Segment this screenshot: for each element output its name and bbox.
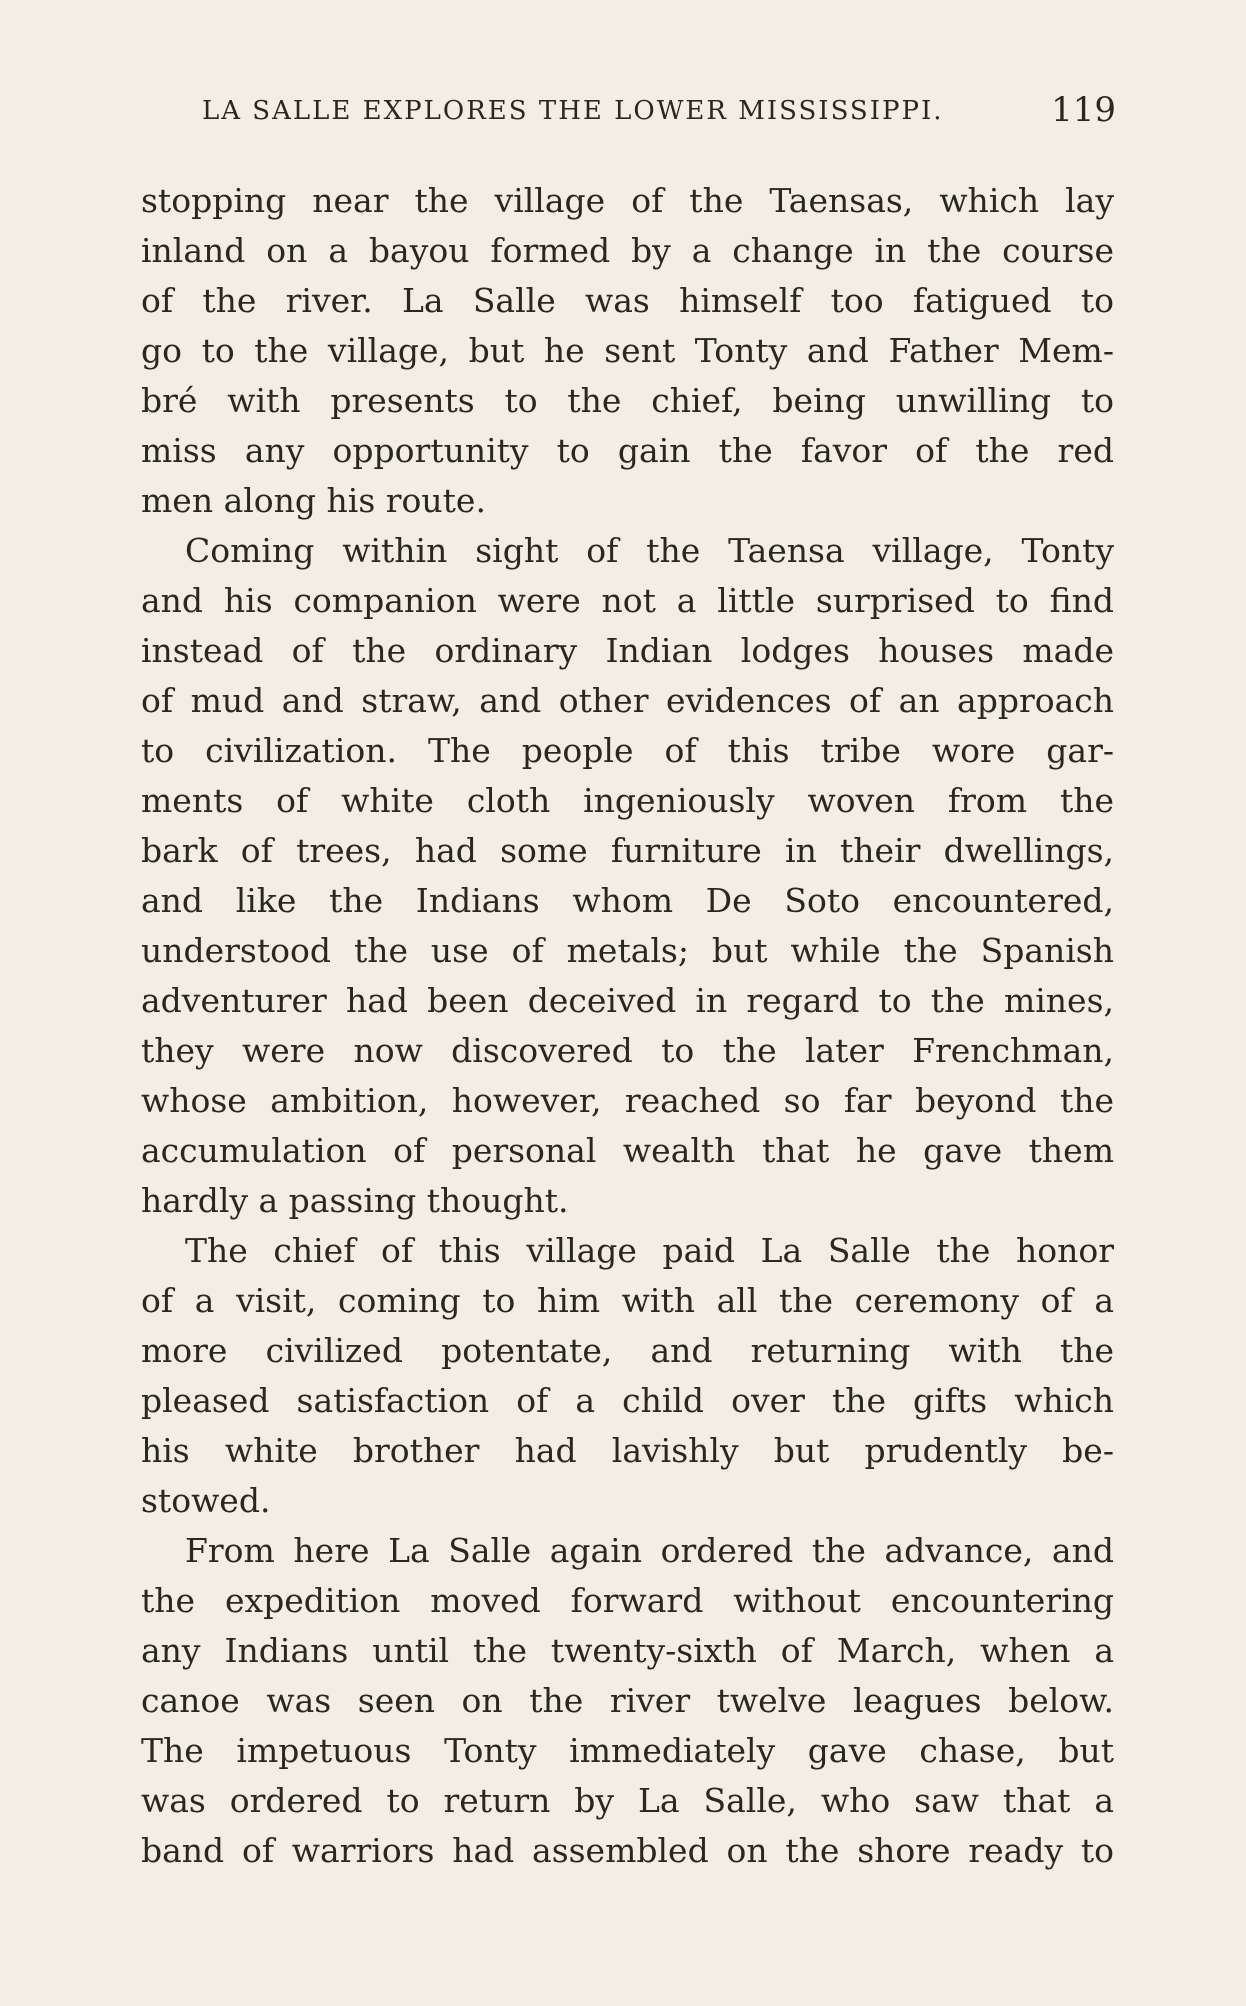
text-line: to civilization. The people of this tribe wore gar- <box>141 731 1114 770</box>
text-line: stopping near the village of the Taensas, which lay <box>141 181 1114 220</box>
text-line: was ordered to return by La Salle, who saw that a <box>141 1781 1114 1820</box>
body-text <box>141 176 1114 1876</box>
text-line: canoe was seen on the river twelve leagues below. <box>141 1681 1114 1720</box>
text-line: accumulation of personal wealth that he gave them <box>141 1131 1114 1170</box>
text-line: hardly a passing thought. <box>141 1181 569 1220</box>
text-line: they were now discovered to the later Frenchman, <box>141 1031 1114 1070</box>
text-line: ments of white cloth ingeniously woven from the <box>141 781 1114 820</box>
text-line: men along his route. <box>141 481 486 520</box>
text-line: of mud and straw, and other evidences of an approach <box>141 681 1114 720</box>
text-line: inland on a bayou formed by a change in the course <box>141 231 1114 270</box>
text-line: pleased satisfaction of a child over the gifts which <box>141 1381 1114 1420</box>
text-line: and his companion were not a little surprised to find <box>141 581 1114 620</box>
text-line: go to the village, but he sent Tonty and Father Mem- <box>141 331 1114 370</box>
text-line: of the river. La Salle was himself too fatigued to <box>141 281 1114 320</box>
text-line: whose ambition, however, reached so far beyond the <box>141 1081 1114 1120</box>
text-line: band of warriors had assembled on the shore ready to <box>141 1831 1114 1870</box>
text-line: his white brother had lavishly but prudently be- <box>141 1431 1114 1470</box>
text-line: instead of the ordinary Indian lodges houses made <box>141 631 1114 670</box>
page-number: 119 <box>1051 90 1116 130</box>
text-line: stowed. <box>141 1481 271 1520</box>
text-line: miss any opportunity to gain the favor of the red <box>141 431 1114 470</box>
text-line: more civilized potentate, and returning with the <box>141 1331 1114 1370</box>
text-line: The chief of this village paid La Salle the honor <box>185 1231 1114 1270</box>
text-line: understood the use of metals; but while the Spanish <box>141 931 1114 970</box>
running-title: LA SALLE EXPLORES THE LOWER MISSISSIPPI. <box>202 96 944 126</box>
text-line: the expedition moved forward without encountering <box>141 1581 1114 1620</box>
text-line: From here La Salle again ordered the advance, and <box>185 1531 1114 1570</box>
text-line: of a visit, coming to him with all the ceremony of a <box>141 1281 1114 1320</box>
text-line: bré with presents to the chief, being unwilling to <box>141 381 1114 420</box>
text-line: The impetuous Tonty immediately gave chase, but <box>141 1731 1114 1770</box>
text-line: Coming within sight of the Taensa village, Tonty <box>185 531 1114 570</box>
text-line: any Indians until the twenty-sixth of March, when a <box>141 1631 1114 1670</box>
text-line: bark of trees, had some furniture in their dwellings, <box>141 831 1114 870</box>
running-head <box>140 90 1116 136</box>
text-line: and like the Indians whom De Soto encountered, <box>141 881 1114 920</box>
text-line: adventurer had been deceived in regard to the mines, <box>141 981 1114 1020</box>
